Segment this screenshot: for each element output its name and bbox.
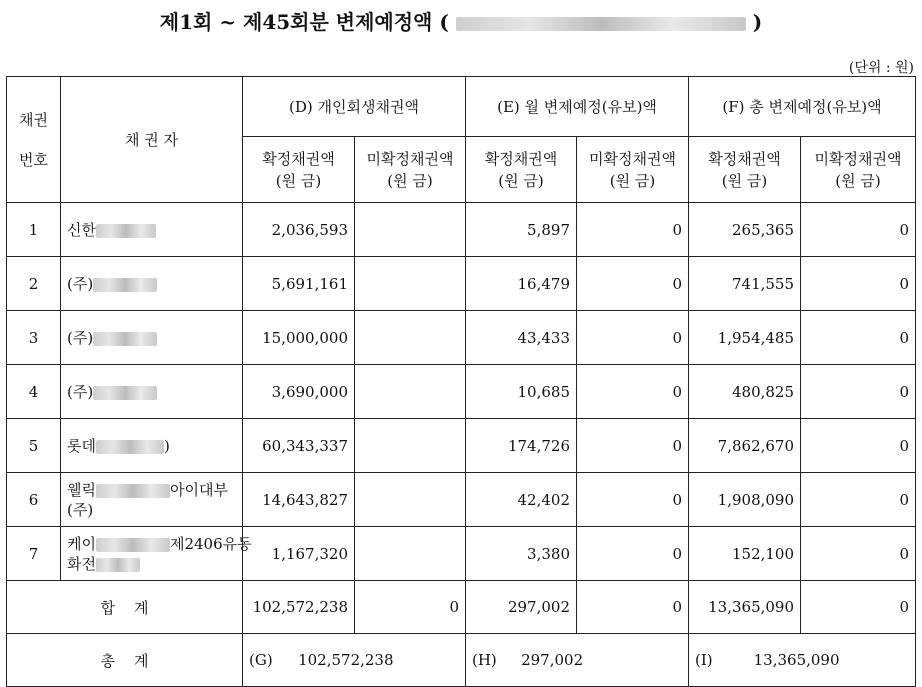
d-confirmed: 2,036,593: [243, 203, 355, 257]
d-confirmed: 60,343,337: [243, 419, 355, 473]
sum-f-unconfirmed: 0: [801, 581, 916, 634]
total-i: (I) 13,365,090: [689, 634, 916, 687]
f-confirmed: 152,100: [689, 527, 801, 581]
unit-label: (단위 : 원): [848, 60, 914, 76]
d-confirmed: 14,643,827: [243, 473, 355, 527]
header-f-confirmed: 확정채권액 (원 금): [689, 137, 801, 203]
d-unconfirmed: [355, 527, 466, 581]
d-confirmed: 5,691,161: [243, 257, 355, 311]
total-h: (H) 297,002: [466, 634, 689, 687]
e-confirmed: 174,726: [466, 419, 577, 473]
redacted-case-number: [456, 17, 746, 31]
f-confirmed: 741,555: [689, 257, 801, 311]
row-no: 1: [7, 203, 61, 257]
header-creditor: 채 권 자: [61, 77, 243, 203]
e-unconfirmed: 0: [577, 203, 689, 257]
e-confirmed: 43,433: [466, 311, 577, 365]
row-no: 4: [7, 365, 61, 419]
f-unconfirmed: 0: [801, 419, 916, 473]
header-d-unconfirmed: 미확정채권액 (원 금): [355, 137, 466, 203]
e-unconfirmed: 0: [577, 257, 689, 311]
f-confirmed: 265,365: [689, 203, 801, 257]
creditor-name: (주): [61, 257, 243, 311]
header-group-d: (D) 개인회생채권액: [243, 77, 466, 137]
total-label: 총 계: [7, 634, 243, 687]
row-no: 7: [7, 527, 61, 581]
header-group-f: (F) 총 변제예정(유보)액: [689, 77, 916, 137]
header-d-confirmed: 확정채권액 (원 금): [243, 137, 355, 203]
table-row: [7, 527, 916, 581]
sum-d-confirmed: 102,572,238: [243, 581, 355, 634]
sum-e-unconfirmed: 0: [577, 581, 689, 634]
header-creditor-no: 채권 번호: [7, 77, 61, 203]
header-f-unconfirmed: 미확정채권액 (원 금): [801, 137, 916, 203]
d-confirmed: 1,167,320: [243, 527, 355, 581]
table-row: [7, 473, 916, 527]
row-no: 6: [7, 473, 61, 527]
d-unconfirmed: [355, 473, 466, 527]
e-confirmed: 16,479: [466, 257, 577, 311]
table-row: [7, 365, 916, 419]
f-unconfirmed: 0: [801, 203, 916, 257]
d-confirmed: 3,690,000: [243, 365, 355, 419]
e-unconfirmed: 0: [577, 365, 689, 419]
sum-row: [7, 581, 916, 634]
table-row: [7, 203, 916, 257]
d-unconfirmed: [355, 419, 466, 473]
table-row: [7, 419, 916, 473]
creditor-name: 케이 제2406유동 화전: [61, 527, 243, 581]
header-e-unconfirmed: 미확정채권액 (원 금): [577, 137, 689, 203]
creditor-name: (주): [61, 365, 243, 419]
f-confirmed: 7,862,670: [689, 419, 801, 473]
d-confirmed: 15,000,000: [243, 311, 355, 365]
repayment-table: [6, 76, 916, 687]
row-no: 3: [7, 311, 61, 365]
sum-d-unconfirmed: 0: [355, 581, 466, 634]
f-unconfirmed: 0: [801, 527, 916, 581]
creditor-name: 롯데 ): [61, 419, 243, 473]
row-no: 5: [7, 419, 61, 473]
page-title: [0, 6, 922, 35]
e-unconfirmed: 0: [577, 419, 689, 473]
f-confirmed: 480,825: [689, 365, 801, 419]
total-g: (G) 102,572,238: [243, 634, 466, 687]
f-confirmed: 1,908,090: [689, 473, 801, 527]
e-unconfirmed: 0: [577, 473, 689, 527]
sum-label: 합 계: [7, 581, 243, 634]
d-unconfirmed: [355, 257, 466, 311]
title-text: 제1회 ~ 제45회분 변제예정액 (: [159, 10, 449, 34]
e-confirmed: 10,685: [466, 365, 577, 419]
creditor-name: (주): [61, 311, 243, 365]
d-unconfirmed: [355, 203, 466, 257]
total-row: [7, 634, 916, 687]
header-group-e: (E) 월 변제예정(유보)액: [466, 77, 689, 137]
f-unconfirmed: 0: [801, 311, 916, 365]
e-unconfirmed: 0: [577, 527, 689, 581]
e-confirmed: 3,380: [466, 527, 577, 581]
f-unconfirmed: 0: [801, 257, 916, 311]
f-confirmed: 1,954,485: [689, 311, 801, 365]
e-confirmed: 42,402: [466, 473, 577, 527]
d-unconfirmed: [355, 311, 466, 365]
creditor-name: 신한: [61, 203, 243, 257]
sum-f-confirmed: 13,365,090: [689, 581, 801, 634]
creditor-name: 웰릭 아이대부 (주): [61, 473, 243, 527]
d-unconfirmed: [355, 365, 466, 419]
f-unconfirmed: 0: [801, 473, 916, 527]
e-unconfirmed: 0: [577, 311, 689, 365]
row-no: 2: [7, 257, 61, 311]
title-close: ): [752, 10, 763, 34]
header-e-confirmed: 확정채권액 (원 금): [466, 137, 577, 203]
e-confirmed: 5,897: [466, 203, 577, 257]
table-row: [7, 257, 916, 311]
f-unconfirmed: 0: [801, 365, 916, 419]
sum-e-confirmed: 297,002: [466, 581, 577, 634]
table-row: [7, 311, 916, 365]
